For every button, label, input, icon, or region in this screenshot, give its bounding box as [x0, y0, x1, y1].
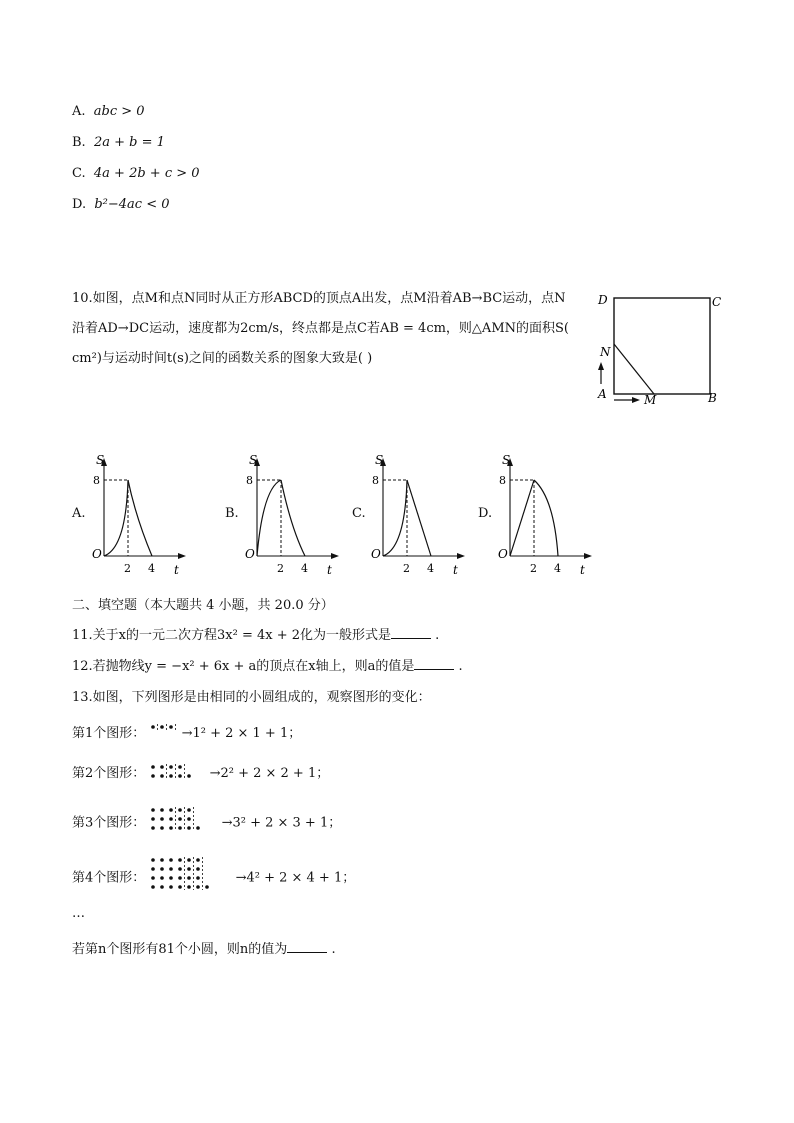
dot — [188, 867, 192, 871]
tick-2: 2 — [277, 562, 284, 575]
label-m: M — [644, 393, 657, 407]
tick-2: 2 — [530, 562, 537, 575]
q9-option-c: C. 4a + 2b + c > 0 — [72, 166, 200, 181]
question-12: 12.若抛物线y = −x² + 6x + a的顶点在x轴上，则a的值是 . — [72, 659, 463, 674]
tick-8: 8 — [499, 474, 506, 487]
dot-figure-2 — [149, 763, 205, 785]
dot — [170, 774, 174, 778]
dot — [161, 808, 165, 812]
dot — [179, 826, 183, 830]
dot — [152, 817, 156, 821]
dot — [179, 885, 183, 889]
dot — [179, 774, 183, 778]
label-a: A — [598, 387, 607, 401]
dot — [161, 774, 165, 778]
dot — [152, 858, 156, 862]
dot — [152, 725, 156, 729]
label-c: C — [712, 295, 722, 309]
segment-nm — [614, 344, 654, 394]
curve-fall — [534, 480, 558, 556]
x-axis-arrow — [457, 553, 465, 559]
dot — [152, 867, 156, 871]
dot — [152, 826, 156, 830]
question-13-ask: 若第n个图形有81个小圆，则n的值为 . — [72, 942, 336, 957]
tick-2: 2 — [124, 562, 131, 575]
square-abcd — [614, 298, 710, 394]
tick-2: 2 — [403, 562, 410, 575]
q9-option-a: A. abc > 0 — [72, 104, 145, 119]
line-fall — [407, 480, 431, 556]
t-label: t — [174, 563, 179, 577]
curve-rise — [104, 480, 128, 556]
dot — [179, 876, 183, 880]
dot — [152, 876, 156, 880]
dot — [161, 765, 165, 769]
s-label: S — [502, 453, 511, 467]
answer-blank — [391, 627, 431, 639]
dot — [161, 885, 165, 889]
origin-label: O — [371, 547, 381, 561]
dot — [152, 765, 156, 769]
question-13-intro: 13.如图，下列图形是由相同的小圆组成的，观察图形的变化： — [72, 690, 431, 705]
answer-blank — [414, 658, 454, 670]
tick-4: 4 — [301, 562, 308, 575]
dot — [188, 876, 192, 880]
dot — [170, 725, 174, 729]
graph-b — [241, 448, 345, 578]
t-label: t — [580, 563, 585, 577]
dot — [152, 774, 156, 778]
curve-fall — [281, 480, 305, 556]
dot — [161, 817, 165, 821]
dot — [188, 774, 192, 778]
dot — [179, 765, 183, 769]
arrow-right-head — [632, 397, 640, 403]
figure-row-2: 第2个图形： →2² + 2 × 2 + 1； — [72, 762, 329, 785]
square-figure — [592, 288, 732, 410]
dot — [161, 826, 165, 830]
graph-d-label: D. — [478, 506, 493, 521]
dot — [188, 885, 192, 889]
dot — [161, 867, 165, 871]
dot — [170, 826, 174, 830]
dot — [197, 885, 201, 889]
s-label: S — [96, 453, 105, 467]
tick-4: 4 — [148, 562, 155, 575]
graph-a — [88, 448, 192, 578]
dot — [170, 876, 174, 880]
figure-row-4: 第4个图形： →4² + 2 × 4 + 1； — [72, 856, 355, 900]
dot — [170, 858, 174, 862]
origin-label: O — [92, 547, 102, 561]
q9-option-b: B. 2a + b = 1 — [72, 135, 165, 150]
dot — [170, 867, 174, 871]
x-axis-arrow — [331, 553, 339, 559]
dot — [170, 817, 174, 821]
curve-fall — [128, 480, 152, 556]
dot — [170, 765, 174, 769]
graph-b-label: B. — [225, 506, 239, 521]
answer-blank — [287, 941, 327, 953]
line-rise — [510, 480, 534, 556]
tick-8: 8 — [93, 474, 100, 487]
dot — [188, 826, 192, 830]
q10-text: 10.如图，点M和点N同时从正方形ABCD的顶点A出发，点M沿着AB→BC运动，点N 沿着AD→DC运动，速度都为2cm/s，终点都是点C若AB = 4cm，则△AMN的面积S( cm²)与运动时间t(s)之间的函数关系的图象大致是( ) — [72, 291, 569, 366]
dot — [188, 858, 192, 862]
dot — [197, 858, 201, 862]
label-n: N — [600, 345, 611, 359]
dot — [197, 867, 201, 871]
origin-label: O — [245, 547, 255, 561]
dot-figure-4 — [149, 856, 231, 900]
x-axis-arrow — [584, 553, 592, 559]
dot — [197, 876, 201, 880]
graph-d — [494, 448, 598, 578]
ellipsis: … — [72, 906, 85, 921]
graph-c — [367, 448, 471, 578]
t-label: t — [453, 563, 458, 577]
graph-a-label: A. — [72, 506, 86, 521]
dot — [170, 885, 174, 889]
section-heading: 二、填空题（本大题共 4 小题，共 20.0 分） — [72, 598, 334, 613]
dot — [197, 826, 201, 830]
arrow-up-head — [598, 362, 604, 370]
dot-figure-1 — [149, 723, 177, 745]
dot — [179, 817, 183, 821]
tick-8: 8 — [372, 474, 379, 487]
dot — [206, 885, 210, 889]
curve-rise — [257, 480, 281, 556]
dot — [152, 808, 156, 812]
graph-c-label: C. — [352, 506, 366, 521]
dot — [161, 725, 165, 729]
label-b: B — [708, 391, 717, 405]
tick-8: 8 — [246, 474, 253, 487]
t-label: t — [327, 563, 332, 577]
dot — [161, 858, 165, 862]
dot — [179, 867, 183, 871]
curve-rise — [383, 480, 407, 556]
dot — [188, 808, 192, 812]
dot — [179, 808, 183, 812]
question-11: 11.关于x的一元二次方程3x² = 4x + 2化为一般形式是 . — [72, 628, 440, 643]
label-d: D — [598, 293, 608, 307]
tick-4: 4 — [554, 562, 561, 575]
s-label: S — [375, 453, 384, 467]
x-axis-arrow — [178, 553, 186, 559]
q9-option-d: D. b²−4ac < 0 — [72, 197, 170, 212]
dot — [152, 885, 156, 889]
dot — [170, 808, 174, 812]
tick-4: 4 — [427, 562, 434, 575]
figure-row-3: 第3个图形： →3² + 2 × 3 + 1； — [72, 806, 341, 840]
dot — [188, 817, 192, 821]
s-label: S — [249, 453, 258, 467]
origin-label: O — [498, 547, 508, 561]
dot-figure-3 — [149, 806, 217, 840]
figure-row-1: 第1个图形： →1² + 2 × 1 + 1； — [72, 722, 301, 745]
dot — [161, 876, 165, 880]
dot — [179, 858, 183, 862]
